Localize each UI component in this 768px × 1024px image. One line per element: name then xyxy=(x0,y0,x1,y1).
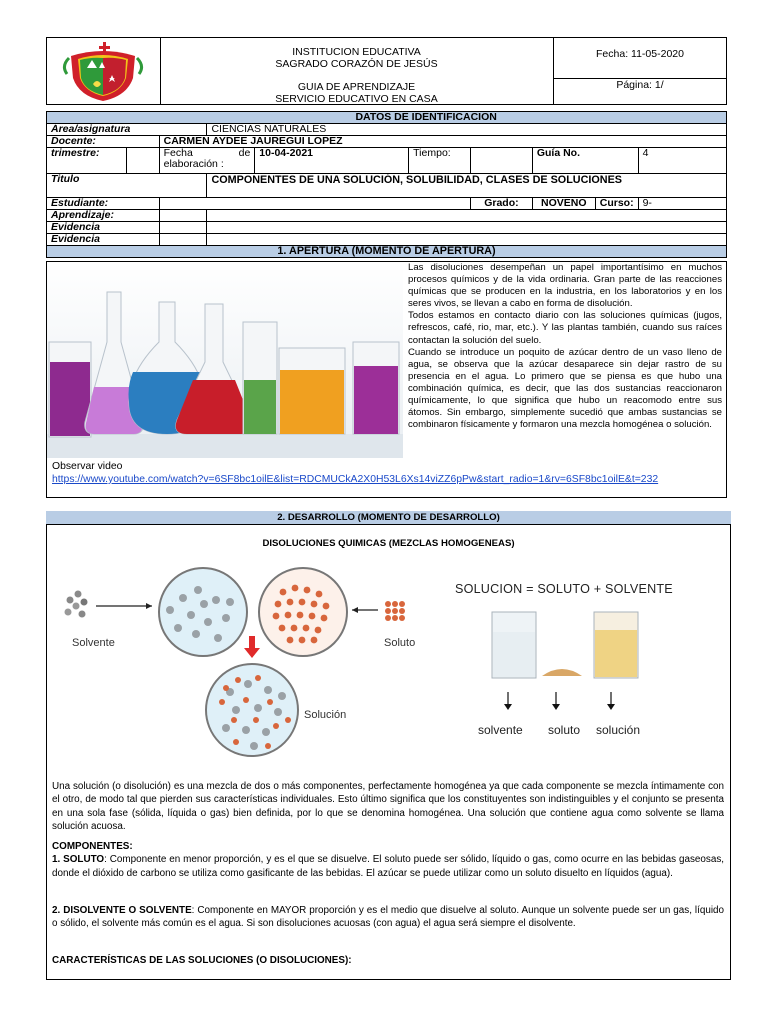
red-down-arrow-icon xyxy=(244,636,260,658)
solution-definition-paragraph: Una solución (o disolución) es una mezcla de dos o más componentes, perfectamente homogénea ya que cada componente se mezcla íntimamente con el otro, de modo tal que pierden sus características individuales. Esto último significa que los constituyentes son indistinguibles y el conjunto se presenta en una sola fase (sólida, líquida o gas) bien definida, por lo que se denomina homogénea. Una solución que contiene agua como solvente se llama solución acuosa. xyxy=(52,781,724,833)
institution-name-line2: SAGRADO CORAZÓN DE JESÚS xyxy=(275,58,438,70)
trimestre-label: trimestre: xyxy=(47,148,127,174)
pagina-text: Página: 1/ xyxy=(616,79,664,91)
institution-name-line1: INSTITUCION EDUCATIVA xyxy=(292,46,421,58)
fecha-label-2: elaboración : xyxy=(163,158,224,170)
grado-value: NOVENO xyxy=(532,198,595,210)
solute-particles-icon xyxy=(385,601,405,621)
institution-block xyxy=(160,38,554,104)
guia-value: 4 xyxy=(638,148,726,174)
guide-line2: SERVICIO EDUCATIVO EN CASA xyxy=(275,93,438,105)
titulo-value: COMPONENTES DE UNA SOLUCIÓN, SOLUBILIDAD, CLASES DE SOLUCIONES xyxy=(207,174,727,198)
curso-label: Curso: xyxy=(595,198,638,210)
componentes-title: COMPONENTES: xyxy=(52,841,133,852)
apertura-paragraph-2: Todos estamos en contacto diario con las soluciones químicas (jugos, refrescos, café, rio, mar, etc.). Y las plantas también, cuando sus raíces contactan la solución del suelo. xyxy=(408,310,722,346)
aprendizaje-label: Aprendizaje: xyxy=(47,210,160,222)
apertura-paragraph-3: Cuando se introduce un poquito de azúcar dentro de un vaso lleno de agua, se observa que la azúcar desaparece sin dejar rastro de su presencia en el agua. Lo primero que se piensa es que hubo una combinación química, es decir, que las dos sustancias reaccionaron químicamente, lo que significa que hubo un reacomodo entre sus átomos. Sin embargo, simplemente sucedió que ambas sustancias se combinaron físicamente y formaron una mezcla homogénea o solución. xyxy=(408,346,722,431)
observar-video-label: Observar video xyxy=(52,461,123,472)
disoluciones-subtitle: DISOLUCIONES QUIMICAS (MEZCLAS HOMOGENEAS) xyxy=(262,538,515,549)
crest-icon xyxy=(47,38,160,104)
fecha-label-de: de xyxy=(238,147,251,159)
school-logo xyxy=(47,38,161,104)
solvent-particles-icon xyxy=(65,591,88,618)
solution-particle-diagram xyxy=(58,560,418,770)
beakers-image xyxy=(486,608,646,683)
apertura-heading: 1. APERTURA (MOMENTO DE APERTURA) xyxy=(47,246,727,258)
fecha-elaboracion-label xyxy=(159,148,255,174)
label-soluto: soluto xyxy=(548,723,581,737)
label-solvente: solvente xyxy=(478,723,523,737)
docente-value: CARMEN AYDEE JAUREGUI LOPEZ xyxy=(159,136,726,148)
soluto-title: 1. SOLUTO xyxy=(52,854,105,866)
grado-label: Grado: xyxy=(471,198,533,210)
guide-line1: GUIA DE APRENDIZAJE xyxy=(297,81,416,93)
docente-label: Docente: xyxy=(47,136,160,148)
curso-value: 9- xyxy=(638,198,726,210)
apertura-paragraph-1: Las disoluciones desempeñan un papel importantísimo en muchos procesos químicos y de la vida ordinaria. Gran parte de las reacciones químicas que se producen en la industria, en los laboratorios y en los seres vivos, se llevan a cabo en forma de disolución. xyxy=(408,262,722,310)
solvente-text: : Componente en MAYOR proporción y es el medio que disuelve al soluto. Aunque un solvente puede ser un gas, líquido o sólido, el solvente más común es el agua. Si son disoluciones acuosas (con agua) el agua será siempre el disolvente. xyxy=(52,905,724,930)
soluto-diagram-label: Soluto xyxy=(384,637,416,649)
evidencia-label-2: Evidencia xyxy=(47,234,160,246)
fecha-label-1: Fecha xyxy=(163,147,193,159)
area-value: CIENCIAS NATURALES xyxy=(207,124,727,136)
solvente-paragraph xyxy=(52,904,724,931)
label-solucion: solución xyxy=(596,723,641,737)
solution-formula: SOLUCION = SOLUTO + SOLVENTE xyxy=(455,582,673,596)
solucion-diagram-label: Solución xyxy=(304,709,347,721)
document-header xyxy=(46,37,727,105)
youtube-video-link[interactable]: https://www.youtube.com/watch?v=6SF8bc1oilE&list=RDCMUCkA2X0H53L6Xs14viZZ6pPw&start_radio=1&rv=6SF8bc1oilE&t=232 xyxy=(52,474,659,485)
down-arrows-icon xyxy=(496,688,636,716)
solvente-diagram-label: Solvente xyxy=(72,637,115,649)
componentes-block xyxy=(52,840,724,880)
lab-glassware-image xyxy=(47,262,403,458)
fecha-text: Fecha: 11-05-2020 xyxy=(553,38,727,79)
area-label: Área/asignatura xyxy=(47,124,207,136)
soluto-text: : Componente en menor proporción, y es el que se disuelve. El soluto puede ser sólido, líquido o gas, como ocurre en las bebidas gaseosas, donde el dióxido de carbono se utiliza como gasificante de las bebidas. El azúcar se puede utilizar como un soluto disuelto en líquidos (agua). xyxy=(52,854,724,879)
guia-label: Guía No. xyxy=(532,148,638,174)
fecha-elaboracion-value: 10-04-2021 xyxy=(255,148,409,174)
desarrollo-heading: 2. DESARROLLO (MOMENTO DE DESARROLLO) xyxy=(46,511,731,525)
titulo-label: Titulo xyxy=(47,174,207,198)
identification-table xyxy=(46,111,727,258)
identification-title: DATOS DE IDENTIFICACION xyxy=(126,112,726,124)
apertura-text xyxy=(408,262,722,431)
caracteristicas-title: CARACTERÍSTICAS DE LAS SOLUCIONES (O DISOLUCIONES): xyxy=(52,955,352,966)
solvente-title: 2. DISOLVENTE O SOLVENTE xyxy=(52,905,192,916)
estudiante-label: Estudiante: xyxy=(47,198,160,210)
date-page-block xyxy=(553,38,727,104)
soluto-paragraph xyxy=(52,853,724,880)
tiempo-label: Tiempo: xyxy=(409,148,471,174)
evidencia-label-1: Evidencia xyxy=(47,222,160,234)
